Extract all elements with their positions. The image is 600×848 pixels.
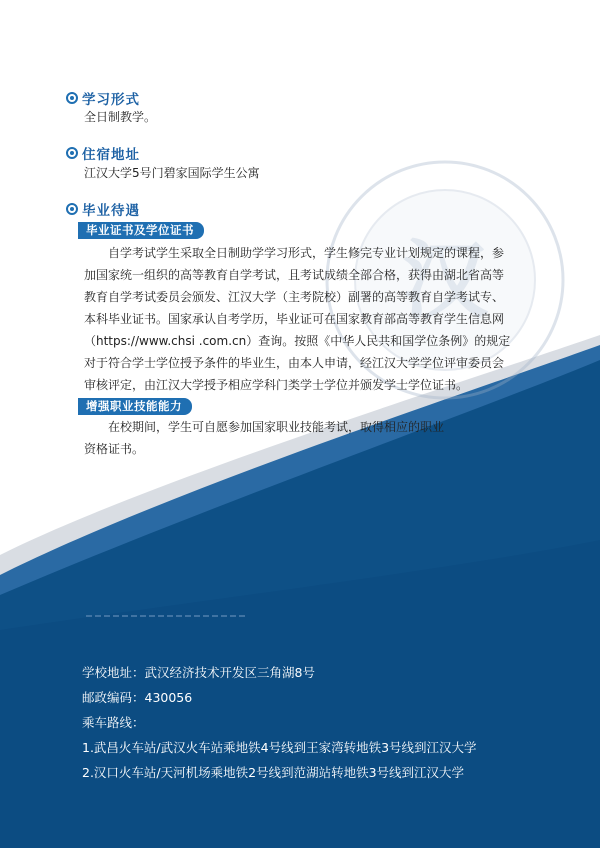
section-title: 住宿地址 xyxy=(82,147,140,163)
section-title: 学习形式 xyxy=(82,92,140,108)
svg-text:汉: 汉 xyxy=(402,230,488,331)
para-line: （https://www.chsi .com.cn）查询。按照《中华人民共和国学位条例》的规定 xyxy=(84,334,511,348)
para-line: 审核评定，由江汉大学授予相应学科门类学士学位并颁发学士学位证书。 xyxy=(84,378,469,392)
housing-text: 江汉大学5号门碧家国际学生公寓 xyxy=(84,166,260,180)
tag-diploma-degree: 毕业证书及学位证书 xyxy=(78,222,204,239)
para-line: 对于符合学士学位授予条件的毕业生，由本人申请，经江汉大学学位评审委员会 xyxy=(84,356,505,370)
section-study-form-header xyxy=(66,88,140,108)
tag-vocational-skills: 增强职业技能能力 xyxy=(78,398,192,415)
graduation-paragraph xyxy=(84,242,554,396)
circle-bullet-icon xyxy=(66,147,78,159)
route-2: 2.汉口火车站/天河机场乘地铁2号线到范湖站转地铁3号线到江汉大学 xyxy=(82,765,465,780)
para-line: 资格证书。 xyxy=(84,442,145,456)
section-graduation-header xyxy=(66,199,140,219)
section-title: 毕业待遇 xyxy=(82,203,140,219)
route-1: 1.武昌火车站/武汉火车站乘地铁4号线到王家湾转地铁3号线到江汉大学 xyxy=(82,740,477,755)
para-line: 教育自学考试委员会颁发、江汉大学（主考院校）副署的高等教育自学考试专、 xyxy=(84,290,505,304)
footer-contact xyxy=(82,660,477,785)
vocational-paragraph xyxy=(84,416,554,460)
postal-code: 邮政编码：430056 xyxy=(82,690,193,705)
route-title: 乘车路线： xyxy=(82,715,145,730)
para-line: 在校期间，学生可自愿参加国家职业技能考试，取得相应的职业 xyxy=(108,420,445,434)
para-line: 加国家统一组织的高等教育自学考试，且考试成绩全部合格，获得由湖北省高等 xyxy=(84,268,505,282)
section-housing-header xyxy=(66,143,140,163)
circle-bullet-icon xyxy=(66,203,78,215)
para-line: 自学考试学生采取全日制助学学习形式，学生修完专业计划规定的课程，参 xyxy=(108,246,505,260)
school-address: 学校地址：武汉经济技术开发区三角湖8号 xyxy=(82,665,315,680)
circle-bullet-icon xyxy=(66,92,78,104)
study-form-text: 全日制教学。 xyxy=(84,110,157,124)
para-line: 本科毕业证书。国家承认自考学历，毕业证可在国家教育部高等教育学生信息网 xyxy=(84,312,505,326)
